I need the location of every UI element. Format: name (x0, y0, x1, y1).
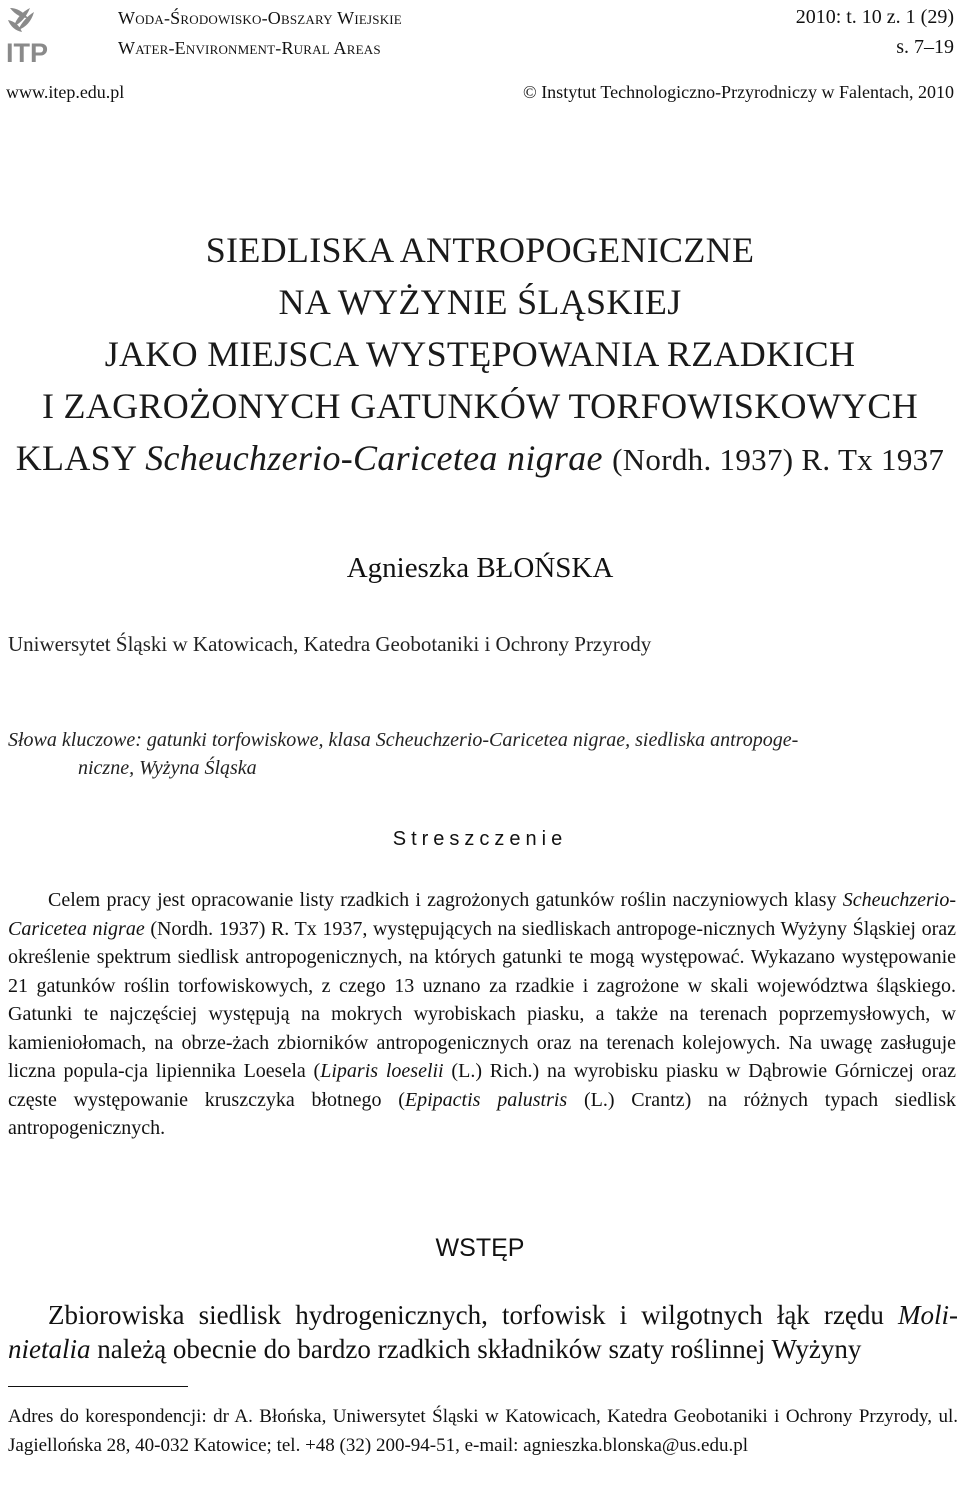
abstract-part-4: (L.) Crantz) na różnych typach siedlisk antropogenicznych. (8, 1088, 956, 1139)
title-line-3: JAKO MIEJSCA WYSTĘPOWANIA RZADKICH (104, 334, 856, 374)
intro-heading: WSTĘP (435, 1234, 525, 1262)
abstract-part-2: (Nordh. 1937) R. Tx 1937, występujących na siedliskach antropoge-nicznych Wyżyny Śląskiej oraz określenie spektrum siedlisk antropogenicznych, na których gatunki te mogą występować. Wykazano występowanie 21 gatunków roślin torfowiskowych, z czego 13 uznano za rzadkie i zagrożone w skali województwa śląskiego. Gatunki te najczęściej występują na mokrych wyrobiskach piasku, a także na terenach poprzemysłowych, w kamieniołomach, na obrze-żach zbiorników antropogenicznych oraz na terenach kolejowych. Na uwagę zasługuje liczna popula-cja lipiennika Loesela ( (8, 917, 956, 1082)
abstract-heading: Streszczenie (392, 828, 568, 850)
issue-info: 2010: t. 10 z. 1 (29) (795, 6, 954, 28)
footnote-divider (8, 1386, 188, 1387)
abstract-part-3: (L.) Rich.) na wyrobisku piasku w Dąbrowie Górniczej oraz częste występowanie kruszczyka błotnego ( (8, 1060, 956, 1111)
abstract-text (8, 886, 956, 1143)
intro-part-2: należą obecnie do bardzo rzadkich składników szaty roślinnej Wyżyny (90, 1334, 862, 1364)
itp-logo (4, 4, 92, 64)
correspondence-footnote (8, 1402, 958, 1460)
journal-title-en: Water-Environment-Rural Areas (118, 38, 381, 58)
abstract-part-1: Celem pracy jest opracowanie listy rzadkich i zagrożonych gatunków roślin naczyniowych klasy (48, 889, 843, 911)
abstract-taxon-3: Epipactis palustris (404, 1088, 568, 1111)
title-line-1: SIEDLISKA ANTROPOGENICZNE (205, 230, 755, 270)
title-line-4: I ZAGROŻONYCH GATUNKÓW TORFOWISKOWYCH (41, 386, 919, 426)
article-title (0, 224, 960, 486)
keywords (8, 726, 953, 782)
title-taxon: Scheuchzerio-Caricetea nigrae (145, 438, 603, 478)
footnote-text: Adres do korespondencji: dr A. Błońska, Uniwersytet Śląski w Katowicach, Katedra Geobotaniki i Ochrony Przyrody, ul. Jagiellońska 28, 40-032 Katowice; tel. +48 (32) 200-94-51, e-mail: agnieszka.blonska@us.edu.pl (8, 1406, 958, 1456)
title-klasy: KLASY (15, 438, 136, 478)
keywords-line-2: niczne, Wyżyna Śląska (78, 757, 257, 779)
title-authority: (Nordh. 1937) R. Tx 1937 (612, 442, 945, 477)
abstract-taxon-1: Scheuchzerio-Caricetea nigrae (8, 889, 956, 940)
title-line-5 (0, 432, 960, 486)
intro-part-1: Zbiorowiska siedlisk hydrogenicznych, torfowisk i wilgotnych łąk rzędu (48, 1300, 898, 1330)
author-affiliation: Uniwersytet Śląski w Katowicach, Katedra Geobotaniki i Ochrony Przyrody (8, 632, 652, 656)
intro-text (8, 1298, 958, 1366)
author-name: Agnieszka BŁOŃSKA (346, 552, 614, 584)
journal-title-pl: Woda-Środowisko-Obszary Wiejskie (118, 8, 402, 28)
website-link[interactable]: www.itep.edu.pl (6, 82, 125, 102)
title-line-2: NA WYŻYNIE ŚLĄSKIEJ (278, 282, 682, 322)
logo-text: ITP (6, 38, 49, 64)
keywords-line-1: Słowa kluczowe: gatunki torfowiskowe, klasa Scheuchzerio-Caricetea nigrae, siedliska antropoge- (8, 729, 799, 751)
intro-taxon: Moli-nietalia (8, 1300, 958, 1364)
page-range: s. 7–19 (896, 36, 954, 58)
abstract-taxon-2: Liparis loeselii (320, 1060, 444, 1082)
copyright-note: © Instytut Technologiczno-Przyrodniczy w Falentach, 2010 (523, 82, 954, 102)
